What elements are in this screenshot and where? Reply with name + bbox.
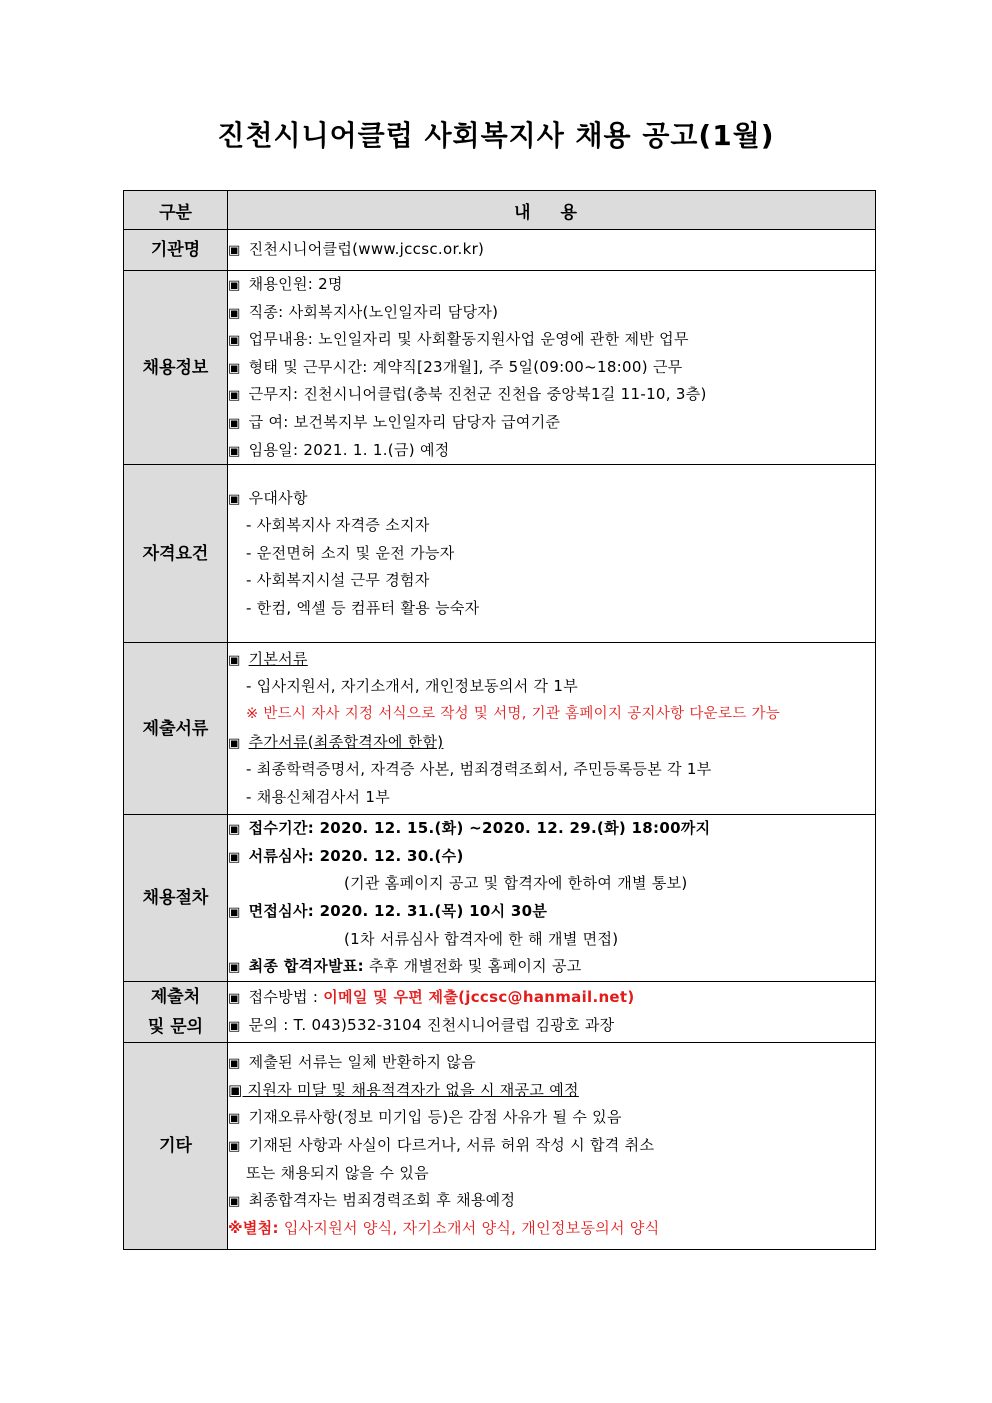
final-announcement-label: 최종 합격자발표: [248, 957, 364, 976]
document-screening: 서류심사: 2020. 12. 30.(수) [248, 846, 464, 865]
row-recruit-info [124, 271, 876, 465]
list-item: ▣ 근무지: 진천시니어클럽(충북 진천군 진천읍 중앙북1길 11-10, 3층) [228, 381, 875, 409]
header-category: 구분 [124, 191, 228, 230]
list-item: - 운전면허 소지 및 운전 가능자 [246, 543, 455, 562]
list-item: - 한컴, 엑셀 등 컴퓨터 활용 능숙자 [246, 599, 480, 618]
list-item: - 입사지원서, 자기소개서, 개인정보동의서 각 1부 [246, 677, 579, 696]
bullet-icon: ▣ [228, 822, 241, 838]
list-item: ▣ 직종: 사회복지사(노인일자리 담당자) [228, 299, 875, 327]
submission-method-value: 이메일 및 우편 제출(jccsc@hanmail.net) [323, 988, 635, 1007]
bullet-icon: ▣ [228, 1194, 241, 1210]
content-qualifications [228, 465, 876, 643]
list-item: ▣ 기재된 사항과 사실이 다르거나, 서류 허위 작성 시 합격 취소 [228, 1132, 875, 1160]
row-process [124, 815, 876, 982]
bullet-icon: ▣ [228, 652, 241, 668]
bullet-icon: ▣ [228, 415, 241, 431]
inquiry-text: 문의 : T. 043)532-3104 진천시니어클럽 김광호 과장 [248, 1015, 615, 1034]
interview-screening: 면접심사: 2020. 12. 31.(목) 10시 30분 [248, 901, 548, 920]
bullet-icon: ▣ [228, 491, 241, 507]
list-item: ▣ 임용일: 2021. 1. 1.(금) 예정 [228, 437, 875, 465]
basic-docs-note: ※ 반드시 자사 지정 서식으로 작성 및 서명, 기관 홈페이지 공지사항 다운로드 가능 [246, 706, 781, 723]
bullet-icon: ▣ [228, 360, 241, 376]
row-etc [124, 1042, 876, 1249]
content-contact [228, 981, 876, 1042]
row-contact [124, 981, 876, 1042]
screening-note: (기관 홈페이지 공고 및 합격자에 한하여 개별 통보) [344, 874, 688, 893]
list-item: ▣ 형태 및 근무시간: 계약직[23개월], 주 5일(09:00~18:00) 근무 [228, 354, 875, 382]
label-recruit-info: 채용정보 [124, 271, 228, 465]
receipt-period: 접수기간: 2020. 12. 15.(화) ~2020. 12. 29.(화) 18:00까지 [248, 819, 711, 838]
bullet-icon: ▣ [228, 443, 241, 459]
content-organization [228, 230, 876, 271]
bullet-icon: ▣ [228, 960, 241, 976]
list-item: ▣ 업무내용: 노인일자리 및 사회활동지원사업 운영에 관한 제반 업무 [228, 326, 875, 354]
bullet-icon: ▣ [228, 991, 241, 1007]
label-contact [124, 981, 228, 1042]
header-content: 내 용 [228, 191, 876, 230]
interview-note: (1차 서류심사 합격자에 한 해 개별 면접) [344, 929, 619, 948]
list-item: ▣ 급 여: 보건복지부 노인일자리 담당자 급여기준 [228, 409, 875, 437]
submission-method-label: 접수방법 : [248, 988, 324, 1007]
list-item: - 사회복지사 자격증 소지자 [246, 516, 430, 535]
page-title: 진천시니어클럽 사회복지사 채용 공고(1월) [217, 119, 775, 152]
list-item: ▣ 지원자 미달 및 채용적격자가 없을 시 재공고 예정 [228, 1080, 579, 1099]
recruitment-table [123, 190, 876, 1250]
label-contact-line1: 제출처 [150, 986, 201, 1007]
extra-docs-heading: 추가서류(최종합격자에 한함) [248, 732, 444, 751]
content-process [228, 815, 876, 982]
bullet-icon: ▣ [228, 1056, 241, 1072]
final-announcement-text: 추후 개별전화 및 홈페이지 공고 [363, 957, 582, 976]
row-qualifications [124, 465, 876, 643]
content-documents [228, 643, 876, 815]
content-etc [228, 1042, 876, 1249]
bullet-icon: ▣ [228, 278, 241, 293]
bullet-icon: ▣ [228, 305, 241, 321]
label-documents: 제출서류 [124, 643, 228, 815]
row-organization [124, 230, 876, 271]
bullet-icon: ▣ [228, 388, 241, 404]
label-qualifications: 자격요건 [124, 465, 228, 643]
list-item: ▣ 기재오류사항(정보 미기입 등)은 감점 사유가 될 수 있음 [228, 1104, 875, 1132]
bullet-icon: ▣ [228, 904, 241, 920]
content-recruit-info [228, 271, 876, 465]
label-process: 채용절차 [124, 815, 228, 982]
bullet-icon: ▣ [228, 735, 241, 751]
bullet-icon: ▣ [228, 1018, 241, 1034]
bullet-icon: ▣ [228, 1111, 241, 1127]
list-item: - 최종학력증명서, 자격증 사본, 범죄경력조회서, 주민등록등본 각 1부 [246, 760, 712, 779]
label-contact-line2: 및 문의 [147, 1016, 204, 1037]
qualifications-heading: 우대사항 [248, 488, 308, 507]
table-header-row [124, 191, 876, 230]
list-item: - 사회복지시설 근무 경험자 [246, 571, 430, 590]
basic-docs-heading: 기본서류 [248, 649, 308, 668]
list-item: ▣ 제출된 서류는 일체 반환하지 않음 [228, 1049, 875, 1077]
list-item: ▣ 최종합격자는 범죄경력조회 후 채용예정 [228, 1187, 875, 1215]
list-item: - 채용신체검사서 1부 [246, 787, 391, 806]
bullet-icon: ▣ [228, 243, 241, 259]
organization-text: 진천시니어클럽(www.jccsc.or.kr) [248, 240, 485, 259]
bullet-icon: ▣ [228, 333, 241, 349]
list-item: ▣ 채용인원: 2명 [228, 271, 875, 299]
bullet-icon: ▣ [228, 849, 241, 865]
label-organization: 기관명 [124, 230, 228, 271]
bullet-icon: ▣ [228, 1138, 241, 1154]
row-documents [124, 643, 876, 815]
label-etc: 기타 [124, 1042, 228, 1249]
attachment-note: ※별첨: 입사지원서 양식, 자기소개서 양식, 개인정보동의서 양식 [228, 1218, 660, 1237]
list-item-continued: 또는 채용되지 않을 수 있음 [246, 1163, 429, 1182]
